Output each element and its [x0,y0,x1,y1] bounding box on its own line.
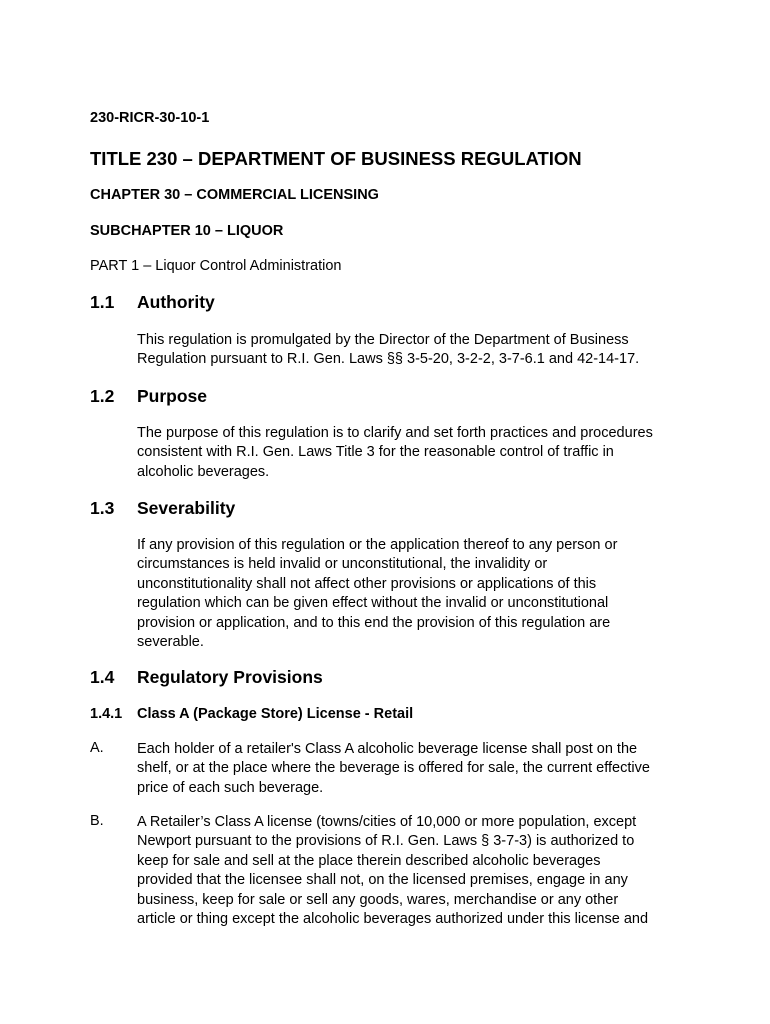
body-line: regulation which can be given effect without the invalid or unconstitutional [137,595,609,612]
section-title: Purpose [137,386,208,406]
body-line: Regulation pursuant to R.I. Gen. Laws §§ 3-5-20, 3-2-2, 3-7-6.1 and 42-14-17. [137,351,640,368]
body-line: Newport pursuant to the provisions of R.I. Gen. Laws § 3-7-3) is authorized to [137,833,635,850]
section-number: 1.4 [90,667,115,687]
body-line: provision or application, and to this end the provision of this regulation are [137,614,611,631]
document-title: TITLE 230 – DEPARTMENT OF BUSINESS REGULATION [90,148,582,169]
subsection-number: 1.4.1 [90,706,123,722]
body-line: unconstitutionality shall not affect other provisions or applications of this [137,575,597,592]
section-title: Severability [137,498,236,518]
item-body-b [137,813,697,929]
item-label-a: A. [90,740,104,756]
item-label-b: B. [90,813,104,829]
section-number: 1.2 [90,386,115,406]
chapter-heading: CHAPTER 30 – COMMERCIAL LICENSING [90,187,379,203]
body-line: If any provision of this regulation or the application thereof to any person or [137,537,618,553]
section-heading-regulatory-provisions [90,667,323,688]
subchapter-heading: SUBCHAPTER 10 – LIQUOR [90,223,284,239]
section-body-severability [137,536,697,652]
section-body-authority [137,331,697,370]
body-line: This regulation is promulgated by the Director of the Department of Business [137,332,629,348]
item-body-a [137,740,697,798]
body-line: keep for sale and sell at the place therein described alcoholic beverages [137,852,601,869]
section-heading-severability [90,498,235,519]
body-line: article or thing except the alcoholic beverages authorized under this license and [137,911,649,928]
document-id: 230-RICR-30-10-1 [90,110,210,126]
section-title: Authority [137,292,215,312]
body-line: business, keep for sale or sell any goods, wares, merchandise or any other [137,891,619,908]
body-line: Each holder of a retailer's Class A alcoholic beverage license shall post on the [137,741,638,757]
section-body-purpose [137,424,697,482]
subsection-title: Class A (Package Store) License - Retail [137,706,414,722]
body-line: provided that the licensee shall not, on the licensed premises, engage in any [137,872,628,889]
subsection-heading [90,706,413,722]
body-line: severable. [137,634,204,651]
body-line: A Retailer’s Class A license (towns/cities of 10,000 or more population, except [137,814,637,830]
part-heading: PART 1 – Liquor Control Administration [90,258,342,274]
section-heading-purpose [90,386,207,407]
section-number: 1.3 [90,498,115,518]
section-heading-authority [90,292,215,313]
body-line: consistent with R.I. Gen. Laws Title 3 for the reasonable control of traffic in [137,444,614,461]
body-line: price of each such beverage. [137,779,324,796]
body-line: alcoholic beverages. [137,463,270,480]
section-title: Regulatory Provisions [137,667,323,687]
body-line: shelf, or at the place where the beverage is offered for sale, the current effective [137,760,650,777]
body-line: The purpose of this regulation is to clarify and set forth practices and procedures [137,425,653,441]
body-line: circumstances is held invalid or unconstitutional, the invalidity or [137,556,548,573]
section-number: 1.1 [90,292,115,312]
